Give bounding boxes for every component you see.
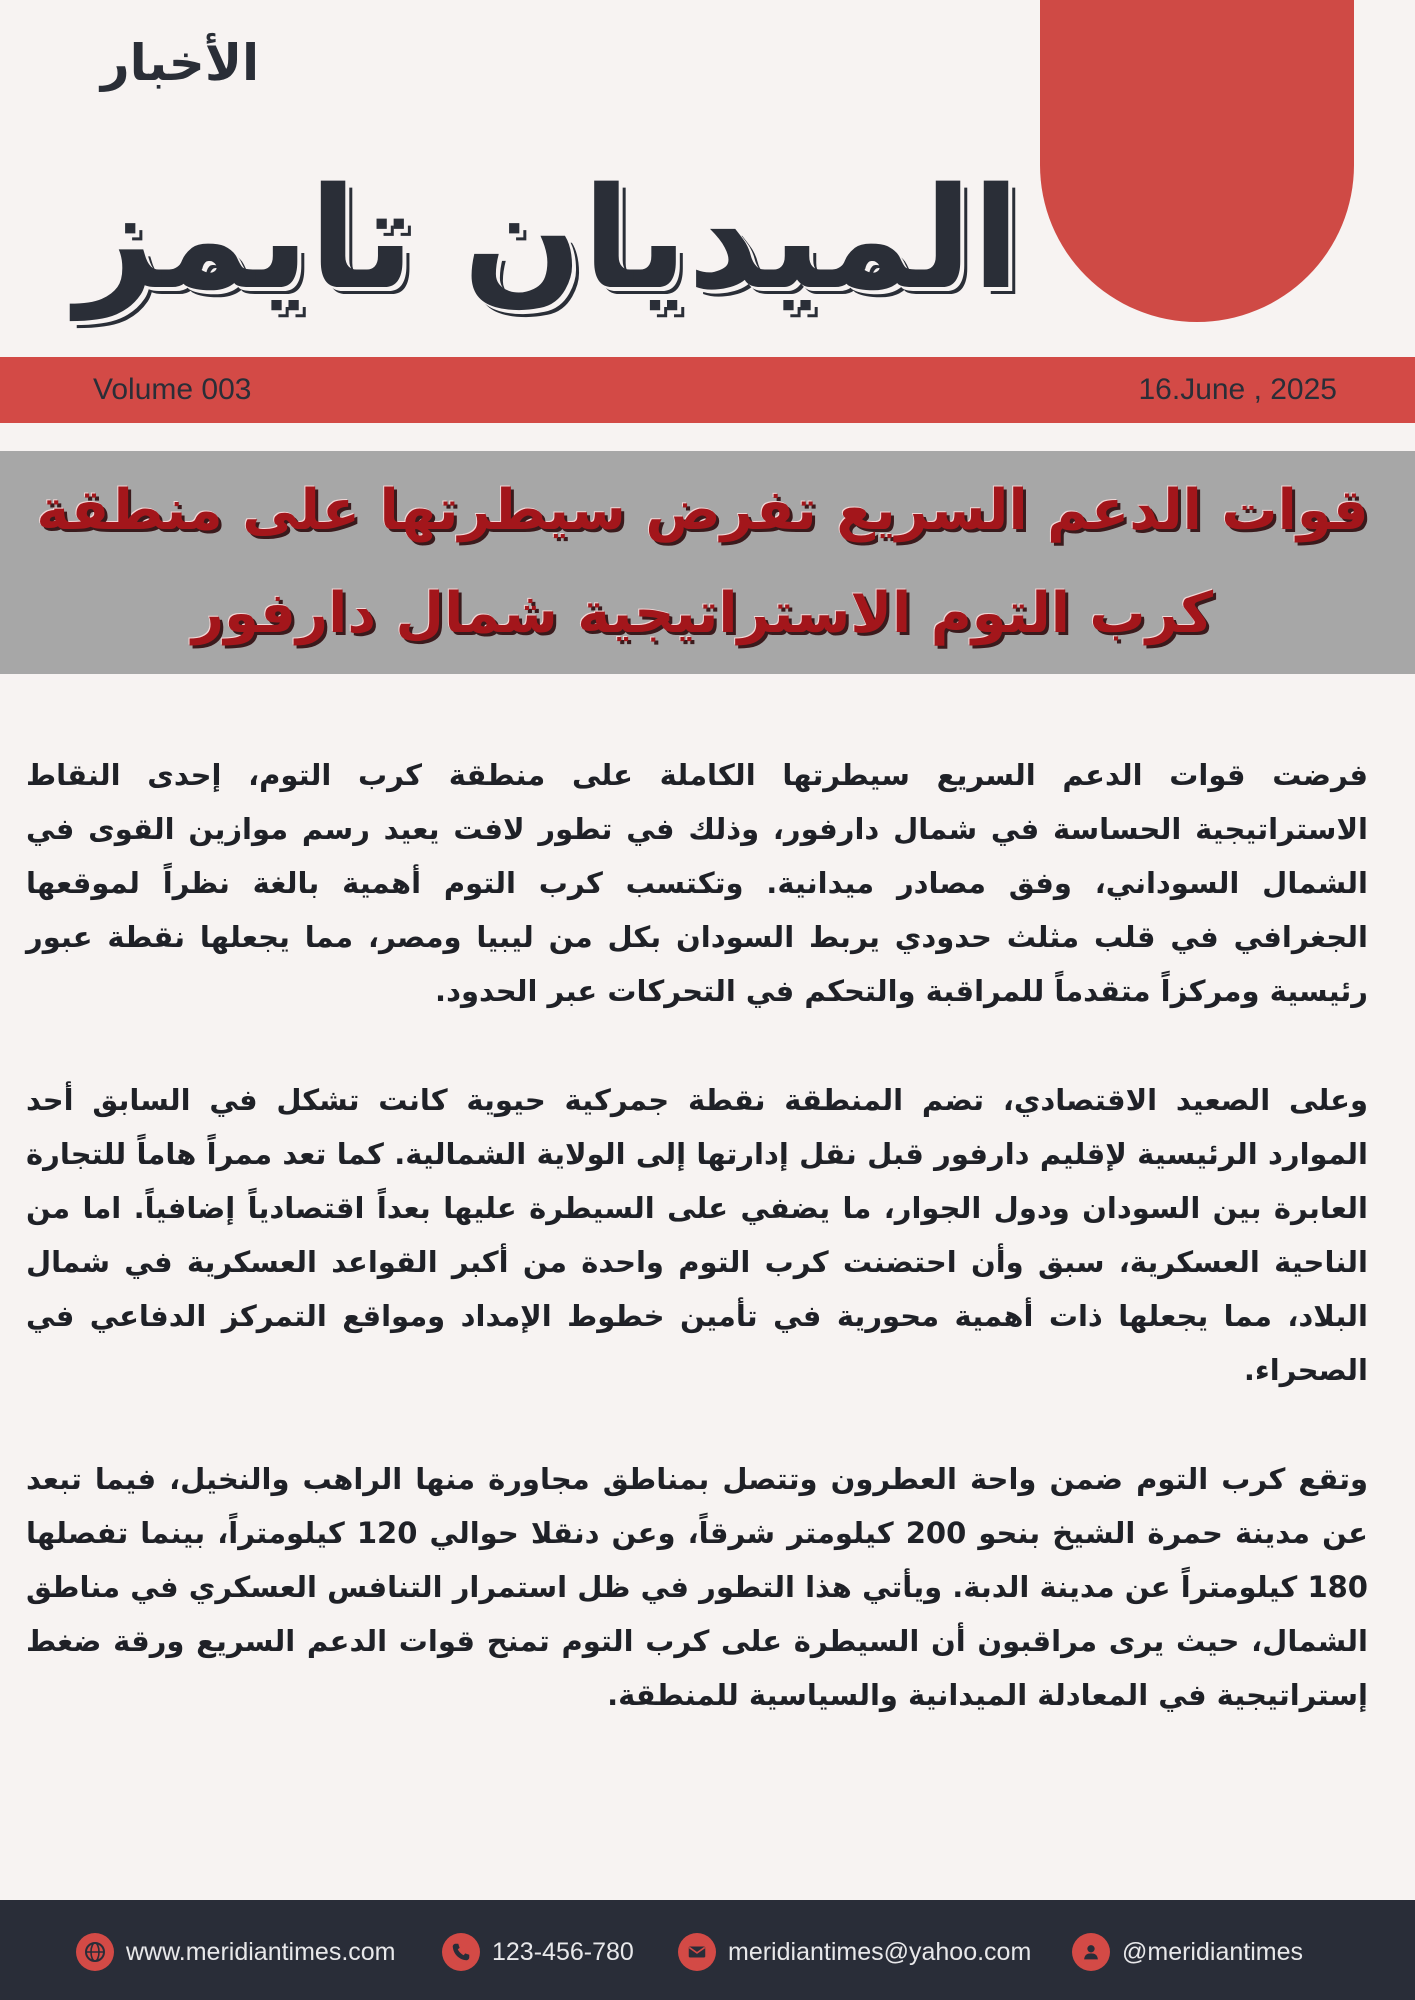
info-bar: [0, 357, 1415, 423]
phone-text: 123-456-780: [492, 1937, 634, 1966]
headline: قوات الدعم السريع تفرض سيطرتها على منطقة كرب التوم الاستراتيجية شمال دارفور: [36, 478, 1369, 646]
article-paragraph: وعلى الصعيد الاقتصادي، تضم المنطقة نقطة جمركية حيوية كانت تشكل في السابق أحد الموارد الرئيسية لإقليم دارفور قبل نقل إدارتها إلى الولاية الشمالية. كما تعد ممراً هاماً للتجارة العابرة بين السودان ودول الجوار، ما يضفي على السيطرة عليها بعداً اقتصادياً إضافياً. اما من الناحية العسكرية، سبق وأن احتضنت كرب التوم واحدة من أكبر القواعد العسكرية في شمال البلاد، مما يجعلها ذات أهمية محورية في تأمين خطوط الإمداد ومواقع التمركز الدفاعي في الصحراء.: [26, 1083, 1368, 1387]
masthead-title: الميديان تايمز: [75, 158, 1020, 321]
issue-date: 16.June , 2025: [1138, 373, 1337, 406]
mail-icon: [678, 1933, 716, 1971]
footer: [0, 1900, 1415, 2000]
contact-email[interactable]: [678, 1932, 1031, 1972]
globe-icon: [76, 1933, 114, 1971]
section-label: الأخبار: [100, 34, 260, 92]
article-body: [26, 748, 1368, 1777]
volume-label: Volume 003: [93, 373, 252, 406]
social-handle: @meridiantimes: [1122, 1937, 1303, 1966]
website-text: www.meridiantimes.com: [126, 1937, 396, 1966]
contact-phone[interactable]: [442, 1932, 634, 1972]
contact-social[interactable]: [1072, 1932, 1303, 1972]
headline-banner: [0, 451, 1415, 674]
article-paragraph: وتقع كرب التوم ضمن واحة العطرون وتتصل بمناطق مجاورة منها الراهب والنخيل، فيما تبعد عن مدينة حمرة الشيخ بنحو 200 كيلومتر شرقاً، وعن دنقلا حوالي 120 كيلومتراً، بينما تفصلها 180 كيلومتراً عن مدينة الدبة. ويأتي هذا التطور في ظل استمرار التنافس العسكري في مناطق الشمال، حيث يرى مراقبون أن السيطرة على كرب التوم تمنح قوات الدعم السريع ورقة ضغط إستراتيجية في المعادلة الميدانية والسياسية للمنطقة.: [26, 1462, 1368, 1712]
email-text: meridiantimes@yahoo.com: [728, 1937, 1032, 1966]
phone-icon: [442, 1933, 480, 1971]
contact-website[interactable]: [76, 1932, 396, 1972]
decorative-red-arch: [1040, 0, 1354, 322]
article-paragraph: فرضت قوات الدعم السريع سيطرتها الكاملة على منطقة كرب التوم، إحدى النقاط الاستراتيجية الحساسة في شمال دارفور، وذلك في تطور لافت يعيد رسم موازين القوى في الشمال السوداني، وفق مصادر ميدانية. وتكتسب كرب التوم أهمية بالغة نظراً لموقعها الجغرافي في قلب مثلث حدودي يربط السودان بكل من ليبيا ومصر، مما يجعلها نقطة عبور رئيسية ومركزاً متقدماً للمراقبة والتحكم في التحركات عبر الحدود.: [26, 758, 1368, 1008]
user-icon: [1072, 1933, 1110, 1971]
